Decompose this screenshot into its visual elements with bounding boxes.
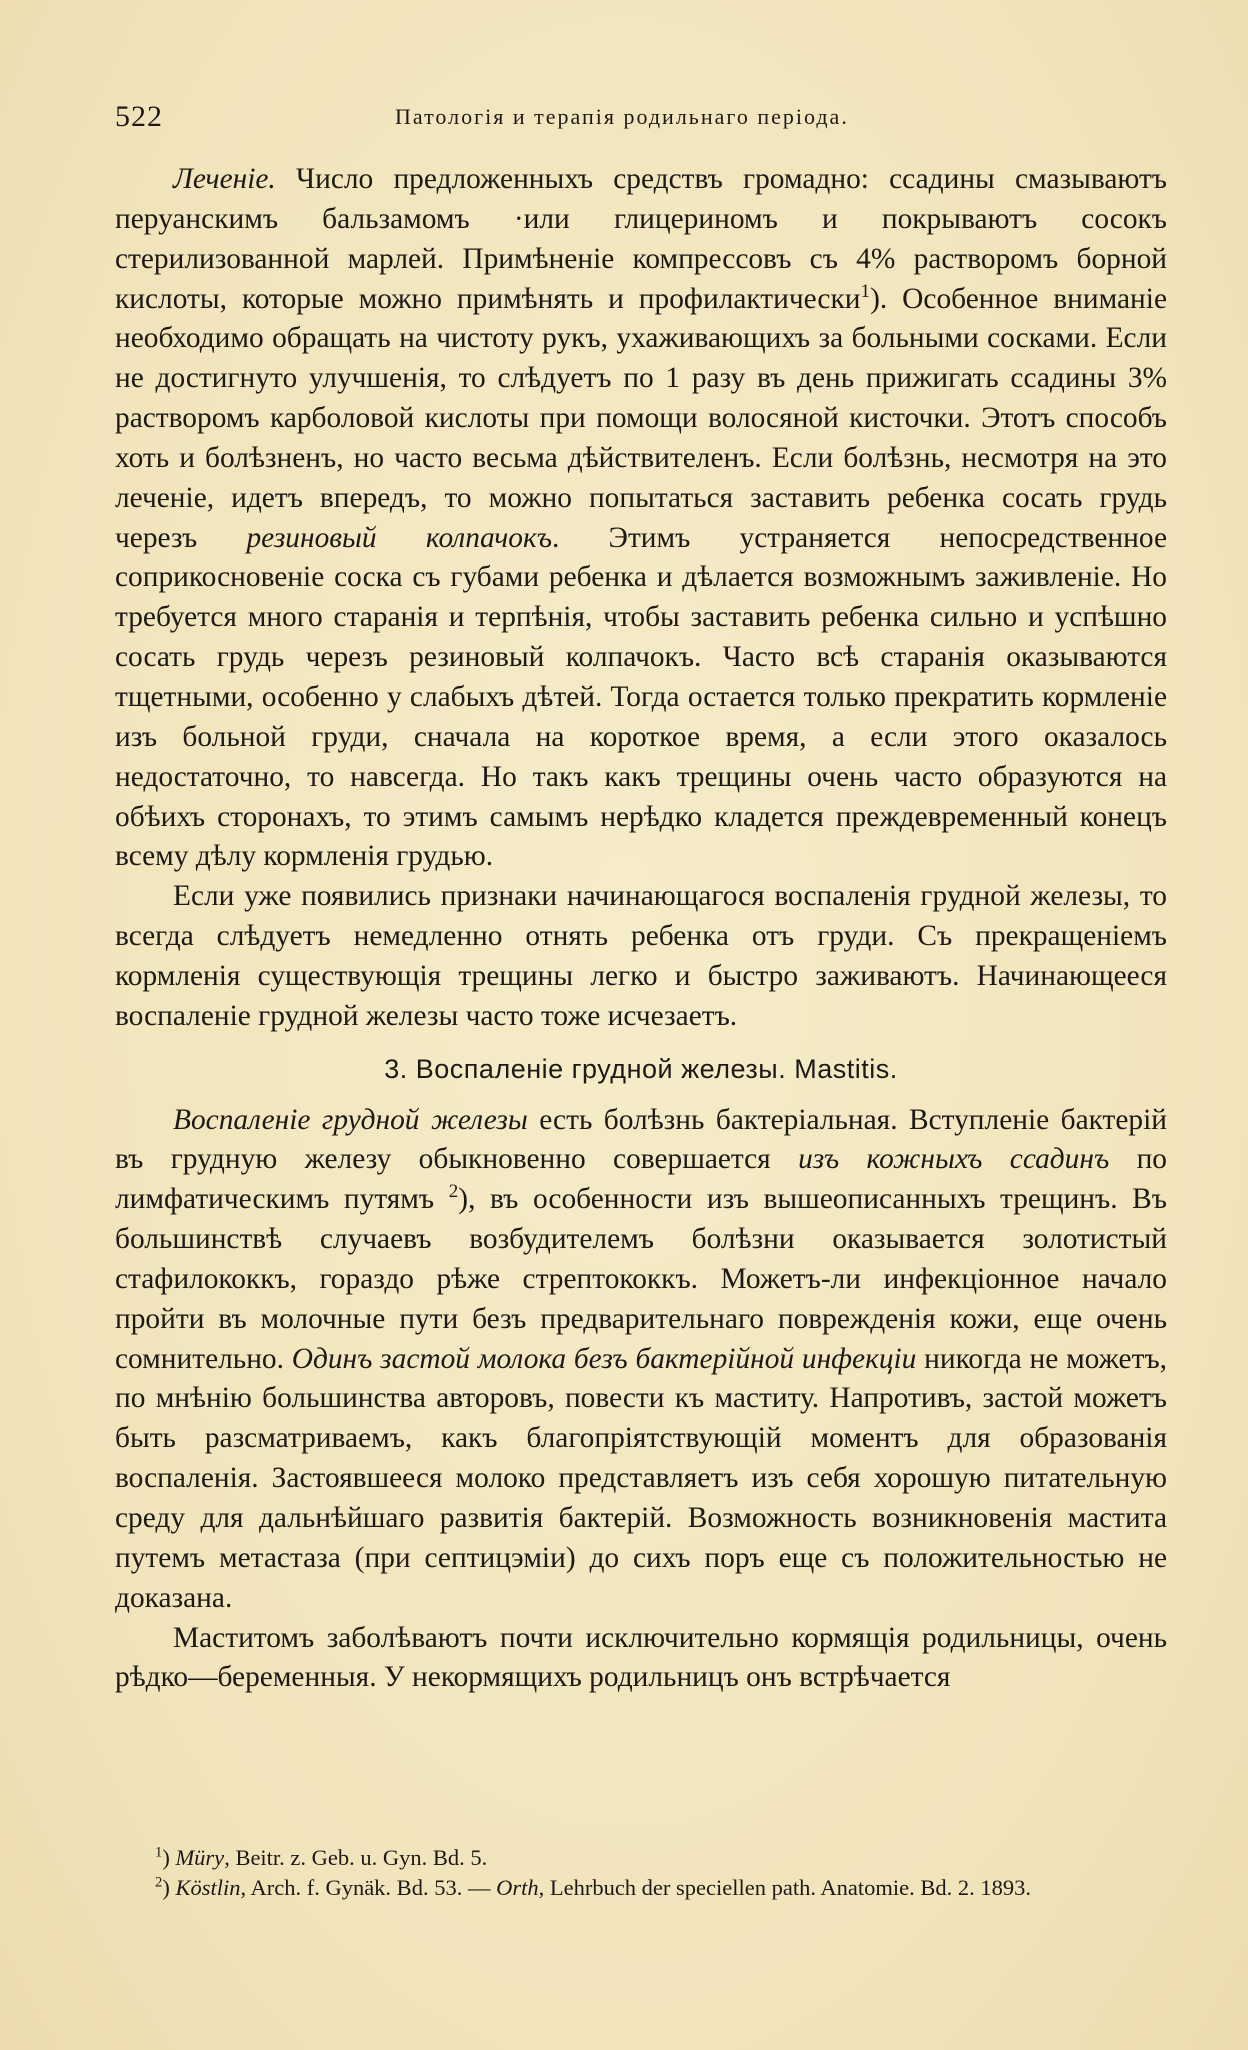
mastitis-text-2: по лимфатическимъ путямъ: [115, 1143, 1167, 1216]
paragraph-mastitis-cause: [115, 1101, 1167, 1619]
footnote-2: $^2$) Köstlin, Arch. f. Gynäk. Bd. 53. — Orth, Lehrbuch der speciellen path. Anatomie. Bd. 2. 1893.: [155, 1874, 1031, 1900]
footnote-1: $^1$) Müry, Beitr. z. Geb. u. Gyn. Bd. 5.: [155, 1844, 488, 1870]
footnote-2-text-a: , Arch. f. Gynäk. Bd. 53. —: [240, 1875, 497, 1900]
section-heading: 3. Воспаленіе грудной железы. Mastitis.: [384, 1053, 898, 1084]
mastitis-emphasis-3: Одинъ застой молока безъ бактерійной инфекціи: [291, 1342, 917, 1375]
footnote-1-text: , Beitr. z. Geb. u. Gyn. Bd. 5.: [224, 1845, 488, 1870]
mastitis-emphasis-1: Воспаленіе грудной железы: [173, 1103, 528, 1136]
page-number: 522: [115, 100, 163, 133]
footnote-1-mark: 1: [155, 1844, 163, 1861]
treatment-text-3: . Этимъ устраняется непосредственное соприкосновеніе соска съ губами ребенка и дѣлается возможнымъ заживленіе. Но требуется много старанія и терпѣнія, чтобы заставить ребенка сильно и успѣшно сосать грудь черезъ резиновый колпачокъ. Часто всѣ старанія оказываются тщетными, особенно у слабыхъ дѣтей. Тогда остается только прекратить кормленіе изъ больной груди, сначала на короткое время, а если этого оказалось недостаточно, то навсегда. Но такъ какъ трещины очень часто образуются на обѣихъ сторонахъ, то этимъ самымъ нерѣдко кладется преждевременный конецъ всему дѣлу кормленія грудью.: [115, 521, 1167, 873]
footnote-2-author: Köstlin: [175, 1875, 241, 1900]
footnote-ref-2: 2: [448, 1181, 459, 1203]
mastitis-text-4: никогда не можетъ, по мнѣнію большинства авторовъ, повести къ маститу. Напротивъ, застой можетъ быть разсматриваемъ, какъ благопріятствующій моментъ для образованія воспаленія. Застоявшееся молоко представляетъ изъ себя хорошую питательную среду для дальнѣйшаго развитія бактерій. Возможность возникновенія мастита путемъ метастаза (при септицэміи) до сихъ поръ еще съ положительностью не доказана.: [115, 1342, 1167, 1614]
footnotes: [115, 1843, 1167, 1903]
paragraph-inflammation-signs: Если уже появились признаки начинающагося воспаленія грудной железы, то всегда слѣдуетъ немедленно отнять ребенка отъ груди. Съ прекращеніемъ кормленія существующія трещины легко и быстро заживаютъ. Начинающееся воспаленіе грудной железы часто тоже исчезаетъ.: [115, 880, 1167, 1032]
running-head: Патологія и терапія родильнаго періода.: [395, 104, 849, 129]
body-text: [115, 160, 1167, 1698]
page-header: [115, 100, 1167, 140]
footnote-2-mark: 2: [155, 1874, 163, 1891]
paragraph-treatment: [115, 160, 1167, 877]
mastitis-emphasis-2: изъ кожныхъ ссадинъ: [798, 1143, 1110, 1176]
treatment-text-2: ). Особенное вниманіе необходимо обращать на чистоту рукъ, ухаживающихъ за больными сосками. Если не достигнуто улучшенія, то слѣдуетъ по 1 разу въ день прижигать ссадины 3% растворомъ карболовой кислоты при помощи волосяной кисточки. Этотъ способъ хоть и болѣзненъ, но часто весьма дѣйствителенъ. Если болѣзнь, несмотря на это леченіе, идетъ впередъ, то можно попытаться заставить ребенка сосать грудь черезъ: [115, 282, 1168, 554]
paragraph-mastitis-incidence: Маститомъ заболѣваютъ почти исключительно кормящія родильницы, очень рѣдко—беременныя. У некормящихъ родильницъ онъ встрѣчается: [115, 1621, 1167, 1694]
footnote-1-author: Müry: [175, 1845, 225, 1870]
footnote-2-text-b: , Lehrbuch der speciellen path. Anatomie. Bd. 2. 1893.: [538, 1875, 1031, 1900]
treatment-text-1: Число предложенныхъ средствъ громадно: ссадины смазываютъ перуанскимъ бальзамомъ ·или глицериномъ и покрываютъ сосокъ стерилизованной марлей. Примѣненіе компрессовъ съ 4% растворомъ борной кислоты, которые можно примѣнять и профилактически: [115, 163, 1167, 315]
treatment-lead: Леченіе.: [173, 163, 276, 195]
treatment-emphasis: резиновый колпачокъ: [246, 521, 552, 554]
mastitis-text-3: ), въ особенности изъ вышеописанныхъ трещинъ. Въ большинствѣ случаевъ возбудителемъ болѣзни оказывается золотистый стафилококкъ, гораздо рѣже стрептококкъ. Можетъ-ли инфекціонное начало пройти въ молочные пути безъ предварительнаго поврежденія кожи, еще очень сомнительно.: [115, 1183, 1167, 1375]
mastitis-text-1: есть болѣзнь бактеріальная. Вступленіе бактерій въ грудную железу обыкновенно совершается: [115, 1103, 1168, 1176]
footnote-2-author-2: Orth: [496, 1875, 539, 1900]
footnote-ref-1: 1: [860, 280, 871, 302]
